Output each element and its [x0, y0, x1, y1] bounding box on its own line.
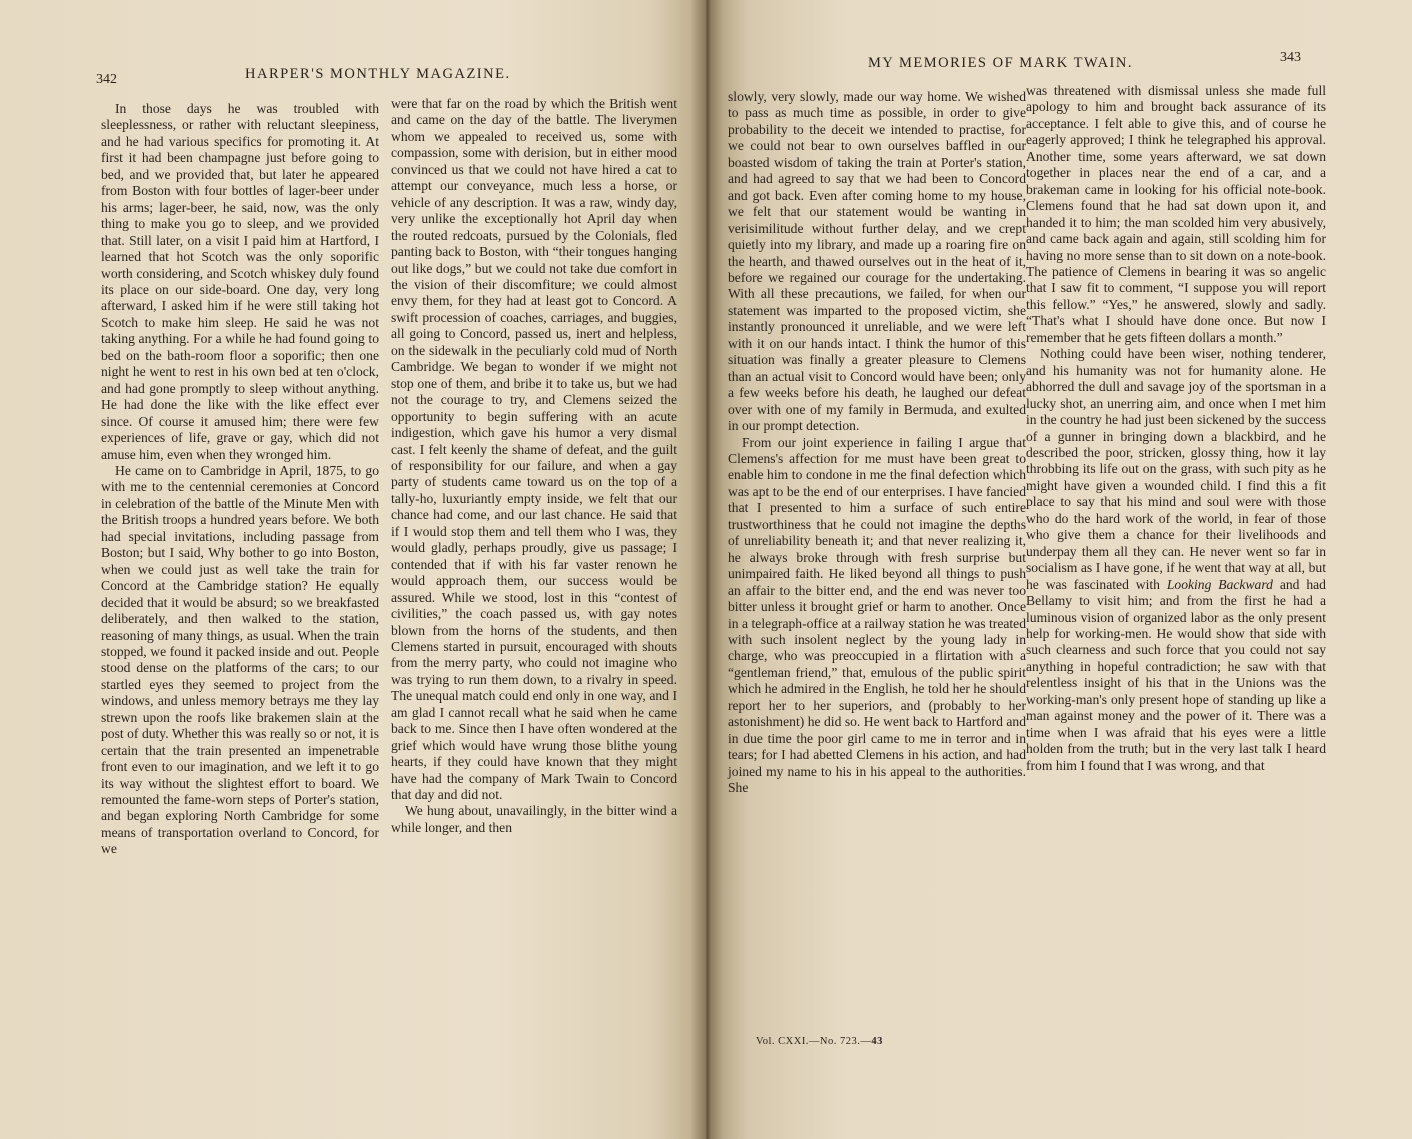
book-gutter	[690, 0, 724, 1139]
right-page	[706, 0, 1412, 1139]
signature-mark	[756, 1036, 883, 1047]
volume-number: Vol. CXXI.—No. 723.—	[756, 1036, 872, 1047]
left-column-2	[391, 96, 677, 836]
book-title: Looking Backward	[1166, 576, 1273, 592]
paragraph: He came on to Cambridge in April, 1875, to go with me to the centennial ceremonies at Concord in celebration of the battle of the Minute Men with the British troops a hundred years before. We both had special invitations, including passage from Boston; but I said, Why bother to go into Boston, when we could just as well take the train for Concord at the Cambridge station? He equally decided that it would be absurd; so we breakfasted deliberately, and then walked to the station, reasoning of many things, as usual. When the train stopped, we found it packed inside and out. People stood dense on the platforms of the cars; to our startled eyes they seemed to project from the windows, and unless memory betrays me they lay strewn upon the roofs like brakemen slain at the post of duty. Whether this was really so or not, it is certain that the train presented an impenetrable front even to our imagination, and we left it to go its way without the slightest effort to board. We remounted the fame-worn steps of Porter's station, and began exploring North Cambridge for some means of transportation overland to Concord, for we	[101, 462, 379, 857]
paragraph: slowly, very slowly, made our way home. We wished to pass as much time as possible, in order to give probability to the deceit we intended to practise, for we could not bear to own ourselves baffled in our boasted wisdom of taking the train at Porter's station, and had agreed to say that we had been to Concord and got back. Even after coming home to my house, we felt that our statement would be wanting in verisimilitude without further delay, and we crept quietly into my library, and made up a roaring fire on the hearth, and thawed ourselves out in the heat of it, before we regained our courage for the undertaking. With all these precautions, we failed, for when our statement was imparted to the proposed victim, she instantly pronounced it unreliable, and we were left with it on our hands intact. I think the humor of this situation was finally a greater pleasure to Clemens than an actual visit to Concord would have been; only a few weeks before his death, he laughed our defeat over with one of my family in Bermuda, and exulted in our prompt detection.	[728, 89, 1026, 434]
paragraph: Nothing could have been wiser, nothing tenderer, and his humanity was not for humanity alone. He abhorred the dull and savage joy of the sportsman in a lucky shot, an unerring aim, and once when I met him in the country he had just been sickened by the success of a gunner in bringing down a blackbird, and he described the poor, stricken, glossy thing, how it lay throbbing its life out on the grass, with such pity as he might have given a wounded child. I find this a fit place to say that his mind and soul were with those who do the hard work of the world, in fear of those who give them a chance for their livelihoods and underpay them all they can. He never went so far in socialism as I have gone, if he went that way at all, but he was fascinated with Looking Backward and had Bellamy to visit him; and from the first he had a luminous vision of organized labor as the only present help for working-men. He would show that side with such clearness and such force that you could not say anything in hopeful contradiction; he saw with that relentless insight of his that in the Unions was the working-man's only present hope of standing up like a man against money and the power of it. There was a time when I was afraid that his eyes were a little holden from the truth; but in the very last talk I heard from him I found that I was wrong, and that	[1026, 346, 1326, 773]
page-number-right: 343	[1280, 50, 1301, 65]
paragraph: We hung about, unavailingly, in the bitter wind a while longer, and then	[391, 803, 677, 835]
running-head-left: HARPER'S MONTHLY MAGAZINE.	[245, 66, 511, 82]
paragraph: In those days he was troubled with sleeplessness, or rather with reluctant sleepiness, and he had various specifics for promoting it. At first it had been champagne just before going to bed, and we provided that, but later he appeared from Boston with four bottles of lager-beer under his arms; lager-beer, he said, now, was the only thing to make you go to sleep, and we provided that. Still later, on a visit I paid him at Hartford, I learned that hot Scotch was the only soporific worth considering, and Scotch whiskey duly found its place on our side-board. One day, very long afterward, I asked him if he were still taking hot Scotch to make him sleep. He said he was not taking anything. For a while he had found going to bed on the bath-room floor a soporific; then one night he went to rest in his own bed at ten o'clock, and had gone promptly to sleep without anything. He had done the like with the like effect ever since. Of course it amused him; there were few experiences of life, grave or gay, which did not amuse him, even when they wronged him.	[101, 101, 379, 462]
sheet-number: 43	[871, 1036, 883, 1047]
left-column-1	[101, 101, 379, 858]
running-head-right: MY MEMORIES OF MARK TWAIN.	[868, 55, 1133, 71]
right-column-2	[1026, 83, 1326, 774]
paragraph: were that far on the road by which the British went and came on the day of the battle. The liverymen whom we appealed to received us, some with compassion, some with derision, but in either mood convinced us that we could not have hired a cat to attempt our conveyance, much less a horse, or vehicle of any description. It was a raw, windy day, very unlike the exceptionally hot April day when the routed redcoats, pursued by the Colonials, fled panting back to Boston, with “their tongues hanging out like dogs,” but we could not take due comfort in the vision of their discomfiture; we could almost envy them, for they had at least got to Concord. A swift procession of coaches, carriages, and buggies, all going to Concord, passed us, inert and helpless, on the sidewalk in the peculiarly cold mud of North Cambridge. We began to wonder if we might not stop one of them, and bribe it to take us, but we had not the courage to try, and Clemens seized the opportunity to begin suffering with an acute indigestion, which gave his humor a very dismal cast. I felt keenly the shame of defeat, and the guilt of responsibility for our failure, and when a gay party of students came toward us on the top of a tally-ho, luxuriantly empty inside, we felt that our chance had come, and our last chance. He said that if I would stop them and tell them who I was, they would gladly, perhaps proudly, give us passage; I contended that if with his far vaster renown he would approach them, our success would be assured. While we stood, lost in this “contest of civilities,” the coach passed us, with gay notes blown from the horns of the students, and then Clemens started in pursuit, encouraged with shouts from the merry party, who could not imagine who was trying to run them down, to a rivalry in speed. The unequal match could end only in one way, and I am glad I cannot recall what he said when he came back to me. Since then I have often wondered at the grief which would have wrung those blithe young hearts, if they could have known that they might have had the company of Mark Twain to Concord that day and did not.	[391, 96, 677, 803]
right-column-1	[728, 89, 1026, 796]
paragraph: From our joint experience in failing I argue that Clemens's affection for me must have been great to enable him to condone in me the final defection which was apt to be the end of our enterprises. I have fancied that I presented to him a surface of such entire trustworthiness that he could not imagine the depths of unreliability beneath it; and that never realizing it, he always broke through with fresh surprise but unimpaired faith. He liked beyond all things to push an affair to the bitter end, and the end was never too bitter unless it brought grief or harm to another. Once in a telegraph-office at a railway station he was treated with such insolent neglect by the young lady in charge, who was preoccupied in a flirtation with a “gentleman friend,” that, emulous of the public spirit which he admired in the English, he told her he should report her to her superiors, and (probably to her astonishment) he did so. He went back to Hartford and in due time the poor girl came to me in terror and in tears; for I had abetted Clemens in his action, and had joined my name to his in his appeal to the authorities. She	[728, 434, 1026, 796]
page-number-left: 342	[96, 72, 117, 87]
paragraph: was threatened with dismissal unless she made full apology to him and brought back assurance of its acceptance. I felt able to give this, and of course he eagerly approved; I think he telegraphed his approval. Another time, some years afterward, we sat down together in places near the end of a car, and a brakeman came in looking for his official note-book. Clemens found that he had sat down upon it, and handed it to him; the man scolded him very abusively, and came back again and again, still scolding him for having no more sense than to sit down on a note-book. The patience of Clemens in bearing it was so angelic that I saw fit to comment, “I suppose you will report this fellow.” “Yes,” he answered, slowly and sadly. “That's what I should have done once. But now I remember that he gets fifteen dollars a month.”	[1026, 83, 1326, 345]
